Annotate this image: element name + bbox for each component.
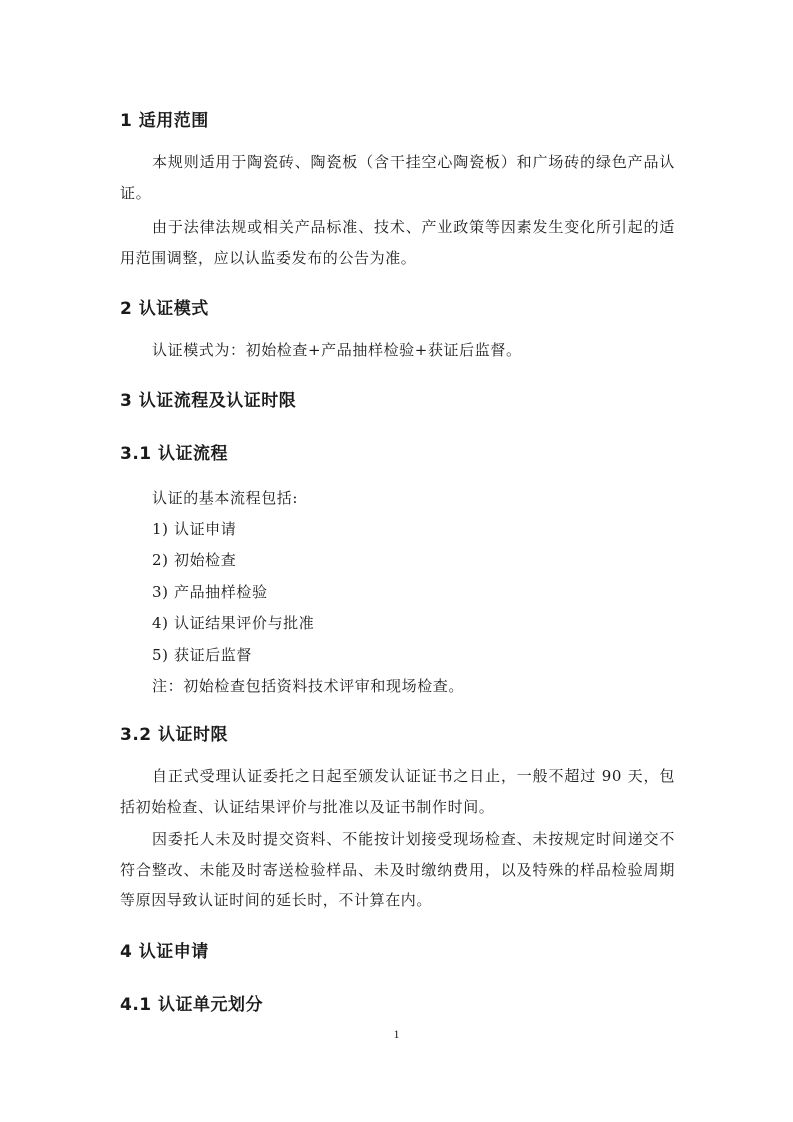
section-heading-4: 4 认证申请: [120, 942, 209, 962]
process-step: 4) 认证结果评价与批准: [152, 614, 315, 632]
section-heading-3-1: 3.1 认证流程: [120, 444, 229, 464]
page-number: 1: [393, 1027, 400, 1041]
section-heading-3-2: 3.2 认证时限: [120, 725, 229, 745]
section-heading-1: 1 适用范围: [120, 111, 209, 131]
paragraph-scope: 本规则适用于陶瓷砖、陶瓷板（含干挂空心陶瓷板）和广场砖的绿色产品认证。: [120, 153, 675, 202]
process-step: 1) 认证申请: [152, 520, 237, 538]
section-heading-3: 3 认证流程及认证时限: [120, 391, 297, 411]
process-intro: 认证的基本流程包括:: [152, 489, 299, 507]
process-note: 注：初始检查包括资料技术评审和现场检查。: [152, 677, 465, 695]
section-heading-4-1: 4.1 认证单元划分: [120, 995, 264, 1015]
paragraph-time-limit: 自正式受理认证委托之日起至颁发认证证书之日止，一般不超过 90 天，包括初始检查、认证结果评价与批准以及证书制作时间。: [120, 767, 675, 816]
process-step: 3) 产品抽样检验: [152, 583, 268, 601]
process-step: 2) 初始检查: [152, 551, 237, 569]
paragraph-scope-adjustment: 由于法律法规或相关产品标准、技术、产业政策等因素发生变化所引起的适用范围调整，应以认监委发布的公告为准。: [120, 218, 675, 267]
paragraph-time-exclusions: 因委托人未及时提交资料、不能按计划接受现场检查、未按规定时间递交不符合整改、未能及时寄送检验样品、未及时缴纳费用，以及特殊的样品检验周期等原因导致认证时间的延长时，不计算在内。: [120, 830, 675, 909]
paragraph-certification-mode: 认证模式为：初始检查+产品抽样检验+获证后监督。: [152, 341, 522, 359]
process-step: 5) 获证后监督: [152, 646, 252, 664]
section-heading-2: 2 认证模式: [120, 299, 209, 319]
